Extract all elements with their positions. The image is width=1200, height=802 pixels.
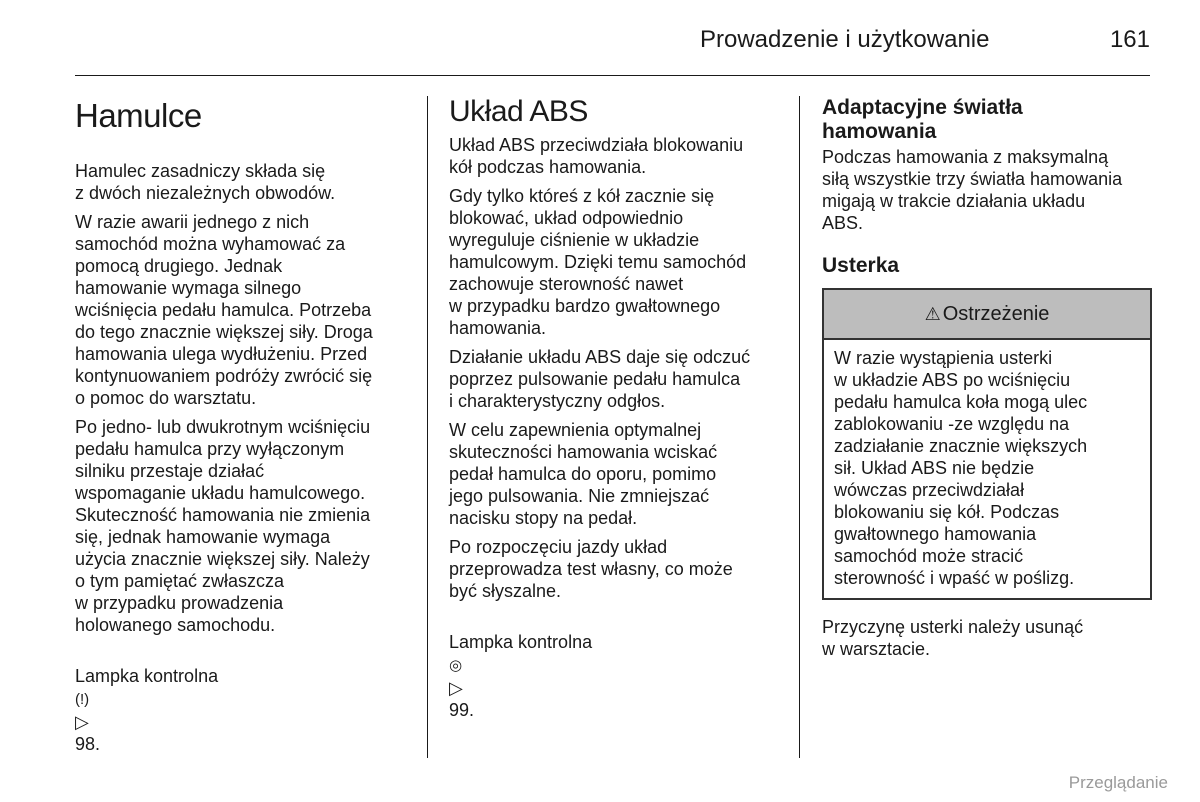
footer-label: Przeglądanie	[1068, 773, 1168, 792]
warning-title: Ostrzeżenie	[942, 303, 1050, 325]
heading-fault: Usterka	[822, 254, 900, 277]
column-abs	[449, 92, 784, 728]
paragraph: Podczas hamowania z maksymalną siłą wszystkie trzy światła hamowania migają w trakcie działania układu ABS.	[822, 147, 1123, 233]
ref-label: Lampka kontrolna	[449, 632, 593, 652]
column-divider-2	[799, 96, 800, 758]
section-title: Prowadzenie i użytkowanie	[700, 26, 990, 53]
arrow-right-icon: ▷	[449, 678, 463, 698]
ref-page: 98.	[75, 734, 101, 754]
paragraph: W celu zapewnienia optymalnej skuteczności hamowania wciskać pedał hamulca do oporu, pomimo jego pulsowania. Nie zmniejszać nacisku stopy na pedał.	[449, 420, 718, 528]
cross-reference	[449, 609, 784, 721]
paragraph: Po rozpoczęciu jazdy układ przeprowadza test własny, co może być słyszalne.	[449, 537, 733, 601]
brake-warning-icon: (!)	[75, 691, 90, 708]
cross-reference	[75, 643, 410, 755]
paragraph: Przyczynę usterki należy usunąć w warsztacie.	[822, 617, 1084, 659]
warning-box	[822, 288, 1152, 600]
paragraph: Gdy tylko któreś z kół zacznie się blokować, układ odpowiednio wyreguluje ciśnienie w układzie hamulcowym. Dzięki temu samochód zachowuje sterowność nawet w przypadku bardzo gwałtownego hamowania.	[449, 186, 747, 338]
column-brake-lights	[822, 92, 1152, 667]
heading-adaptive-brake-lights: Adaptacyjne światła hamowania	[822, 96, 1023, 143]
paragraph: Hamulec zasadniczy składa się z dwóch niezależnych obwodów.	[75, 161, 336, 203]
abs-warning-icon: ◎	[449, 657, 463, 674]
header-divider	[75, 75, 1150, 76]
paragraph: Układ ABS przeciwdziała blokowaniu kół podczas hamowania.	[449, 135, 744, 177]
ref-label: Lampka kontrolna	[75, 666, 219, 686]
paragraph: Działanie układu ABS daje się odczuć poprzez pulsowanie pedału hamulca i charakterystyczny odgłos.	[449, 347, 751, 411]
heading-abs: Układ ABS	[449, 95, 588, 128]
column-brakes	[75, 92, 410, 762]
column-divider-1	[427, 96, 428, 758]
page-number: 161	[1109, 26, 1150, 53]
arrow-right-icon: ▷	[75, 712, 89, 732]
ref-page: 99.	[449, 700, 475, 720]
warning-body: W razie wystąpienia usterki w układzie ABS po wciśnięciu pedału hamulca koła mogą ulec zablokowaniu -ze względu na zadziałanie znacznie większych sił. Układ ABS nie będzie wówczas przeciwdziałał blokowaniu się kół. Podczas gwałtownego hamowania samochód może stracić sterowność i wpaść w poślizg.	[834, 348, 1088, 588]
paragraph: Po jedno- lub dwukrotnym wciśnięciu pedału hamulca przy wyłączonym silniku przestaje działać wspomaganie układu hamulcowego. Skuteczność hamowania nie zmienia się, jednak hamowanie wymaga użycia znacznie większej siły. Należy o tym pamiętać zwłaszcza w przypadku prowadzenia holowanego samochodu.	[75, 417, 371, 635]
paragraph: W razie awarii jednego z nich samochód można wyhamować za pomocą drugiego. Jednak hamowanie wymaga silnego wciśnięcia pedału hamulca. Potrzeba do tego znacznie większej siły. Droga hamowania ulega wydłużeniu. Przed kontynuowaniem podróży zwrócić się o pomoc do warsztatu.	[75, 212, 373, 408]
warning-triangle-icon: ⚠	[924, 304, 941, 324]
heading-brakes: Hamulce	[75, 97, 202, 134]
warning-header	[824, 290, 1150, 340]
